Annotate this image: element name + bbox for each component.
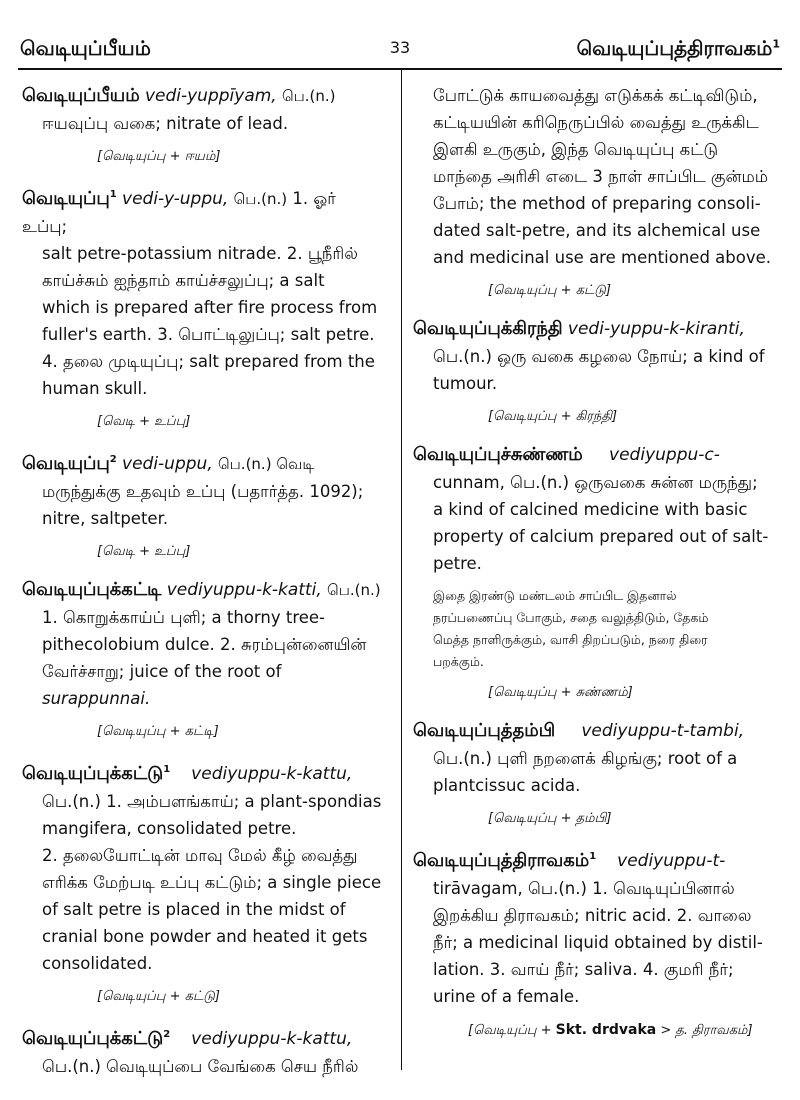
entry-vediyuppukkiranti [413,315,775,397]
entry-head-line [413,843,775,875]
grammar-label: பெ.(n.) [281,87,336,105]
homonym-number: 2 [163,1029,171,1040]
headword-text: வெடியுப்புக்கட்டு [22,1028,164,1049]
definition-line: dated salt-petre, and its alchemical use [433,221,761,240]
homonym-number: 1 [589,851,597,862]
headword: வெடியுப்புச்சுண்ணம் [413,444,583,465]
definition-line: மாந்தை அரிசி எடை 3 நாள் சாப்பிட குன்மம் [433,167,769,186]
entry-head-line [22,756,382,788]
page-number: 33 [389,38,411,57]
definition-line: salt petre-potassium nitrade. 2. பூநீரில் [42,244,358,263]
entry-vediyuppu-1 [22,181,382,402]
definition-line: இறக்கிய திராவகம்; nitric acid. 2. வாலை [433,906,752,925]
definition-line: வேர்ச்சாறு; juice of the root of [42,662,282,681]
definition-line: tumour. [433,374,498,393]
headword: வெடியுப்புக்கட்டி [22,579,162,600]
definition-line: நீர்; a medicinal liquid obtained by distil- [433,933,763,952]
etymology: [வெடியுப்பு + கட்டு] [97,989,220,1004]
entry-head-line [413,717,775,745]
left-column [22,82,382,1088]
note-line: நரப்பணைப்பு போகும், சதை வலுத்திடும், தேகம் [433,610,709,625]
headword [22,1028,170,1049]
etymology-sanskrit: Skt. drdvaka [555,1022,657,1038]
headword [22,188,117,209]
definition-line: cunnam, பெ.(n.) ஒருவகை சுன்ன மருந்து; [433,473,758,492]
etymology: [வெடி + உப்பு] [97,544,191,559]
header-right-guideword [577,36,780,63]
definition-line: பெ.(n.) 1. அம்பளங்காய்; a plant-spondias [42,792,382,811]
definition-line: இளகி உருகும், இந்த வெடியுப்பு கட்டு [433,140,719,159]
definition-line: property of calcium prepared out of salt- [433,527,769,546]
definition-line: காய்ச்சும் ஐந்தாம் காய்ச்சலுப்பு; a salt [42,271,325,290]
entry-head-line [22,1021,382,1053]
headword: வெடியுப்புக்கிரந்தி [413,318,563,339]
definition-line: of salt petre is placed in the midst of [42,900,346,919]
grammar-label: பெ.(n.) [233,190,288,208]
definition-line: petre. [433,554,482,573]
note-line: பறக்கும். [433,654,484,669]
entry-continuation [413,82,775,271]
entry-vediyupputtiravagam-1 [413,843,775,1010]
transliteration: vedi-y-uppu, [122,189,229,209]
definition-line: and medicinal use are mentioned above. [433,248,772,267]
definition-line: human skull. [42,379,148,398]
grammar-label: பெ.(n.) [327,581,381,599]
entry-head-line [22,576,382,604]
transliteration: vedi-yuppīyam, [144,86,277,106]
definition-line: 4. தலை முடியுப்பு; salt prepared from the [42,352,375,371]
entry-vediyuppuccunnam [413,441,775,577]
headword [413,850,596,871]
headword [22,763,170,784]
definition-line: pithecolobium dulce. 2. சுரம்புன்னையின் [42,635,367,654]
definition-line: surappunnai. [42,689,151,708]
definition-line: பெ.(n.) புளி நறளைக் கிழங்கு; root of a [433,749,738,768]
entry-vediyupputtambi [413,717,775,799]
entry-vediyuppukkattu-1 [22,756,382,977]
headword-text: வெடியுப்புத்திராவகம் [413,850,590,871]
definition-line: mangifera, consolidated petre. [42,819,297,838]
note-line: மெத்த நாளிருக்கும், வாசி திறப்படும், நரை திரை [433,632,708,647]
definition-line: tirāvagam, பெ.(n.) 1. வெடியுப்பினால் [433,879,735,898]
definition-line: மருந்துக்கு உதவும் உப்பு (பதார்த்த. 1092); [42,482,364,501]
transliteration: vedi-yuppu-k-kiranti, [567,319,745,339]
entry-vediyuppu-2 [22,446,382,532]
transliteration: vedi-uppu, [122,454,213,474]
definition-line: 2. தலையோட்டின் மாவு மேல் கீழ் வைத்து [42,846,358,865]
etymology: [வெடியுப்பு + கட்டு] [488,283,611,298]
definition-line: கட்டியயின் கரிநெருப்பில் வைத்து உருக்கிட [433,113,759,132]
definition-line: 1. கொறுக்காய்ப் புளி; a thorny tree- [42,608,326,627]
definition-line: போட்டுக் காயவைத்து எடுக்கக் கட்டிவிடும், [433,86,758,105]
transliteration: vediyuppu-k-kattu, [191,764,353,784]
right-column [413,82,775,1055]
etymology: [வெடி + உப்பு] [97,414,191,429]
entry-head-line [22,446,382,478]
header-left-guideword: வெடியுப்பீயம் [20,36,151,60]
headword-text: வெடியுப்புக்கட்டு [22,763,164,784]
homonym-number: 1 [163,764,171,775]
entry-vediyuppiyam [22,82,382,137]
definition-line: போம்; the method of preparing consoli- [433,194,761,213]
grammar-label: பெ.(n.) வெடி [217,455,315,473]
etymology [468,1020,775,1041]
entry-vediyuppukkatti [22,576,382,712]
transliteration: vediyuppu-t- [617,851,726,871]
etymology: [வெடியுப்பு + ஈயம்] [97,149,221,164]
headword-text: வெடியுப்பு [22,453,110,474]
definition-line: plantcissuc acida. [433,776,581,795]
note-line: இதை இரண்டு மண்டலம் சாப்பிட இதனால் [433,588,677,603]
etymology: [வெடியுப்பு + சுண்ணம்] [488,685,633,700]
entry-head-line [413,315,775,343]
definition-line: cranial bone powder and heated it gets [42,927,368,946]
page-header [20,36,780,66]
definition-line: பெ.(n.) ஒரு வகை கழலை நோய்; a kind of [433,347,765,366]
transliteration: vediyuppu-c- [609,445,720,465]
transliteration: vediyuppu-k-katti, [166,580,322,600]
definition-start: 1. ஓர் உப்பு; [22,189,336,236]
header-right-sup: 1 [772,37,780,51]
entry-vediyuppukkattu-2 [22,1021,382,1080]
usage-note [433,585,775,673]
headword: வெடியுப்பீயம் [22,85,140,106]
header-right-text: வெடியுப்புத்திராவகம் [576,36,773,60]
headword-text: வெடியுப்பு [22,188,110,209]
transliteration: vediyuppu-t-tambi, [581,721,745,741]
entry-head-line [22,82,382,110]
definition-line: urine of a female. [433,987,580,1006]
entry-head-line [22,181,382,240]
definition-line: fuller's earth. 3. பொட்டிலுப்பு; salt petre. [42,325,375,344]
definition-line: lation. 3. வாய் நீர்; saliva. 4. குமரி நீர்; [433,960,734,979]
etymology: [வெடியுப்பு + கட்டி] [97,724,219,739]
headword: வெடியுப்புத்தம்பி [413,720,556,741]
definition-line: consolidated. [42,954,153,973]
definition-line: ஈயவுப்பு வகை; nitrate of lead. [42,114,289,133]
homonym-number: 1 [109,189,117,200]
etymology-part: [வெடியுப்பு + [468,1023,556,1038]
definition-line: nitre, saltpeter. [42,509,169,528]
headword [22,453,117,474]
entry-head-line [413,441,775,469]
definition-line: which is prepared after fire process from [42,298,378,317]
etymology: [வெடியுப்பு + கிரந்தி] [488,409,618,424]
definition-line: எரிக்க மேற்படி உப்பு கட்டும்; a single piece [42,873,382,892]
definition-line: a kind of calcined medicine with basic [433,500,748,519]
column-divider [401,70,402,1070]
transliteration: vediyuppu-k-kattu, [191,1029,353,1049]
header-rule [18,68,782,70]
etymology-part: > த. திராவகம்] [656,1023,753,1038]
homonym-number: 2 [109,454,117,465]
etymology: [வெடியுப்பு + தம்பி] [488,811,612,826]
definition-line: பெ.(n.) வெடியுப்பை வேங்கை செய நீரில் [42,1057,359,1076]
